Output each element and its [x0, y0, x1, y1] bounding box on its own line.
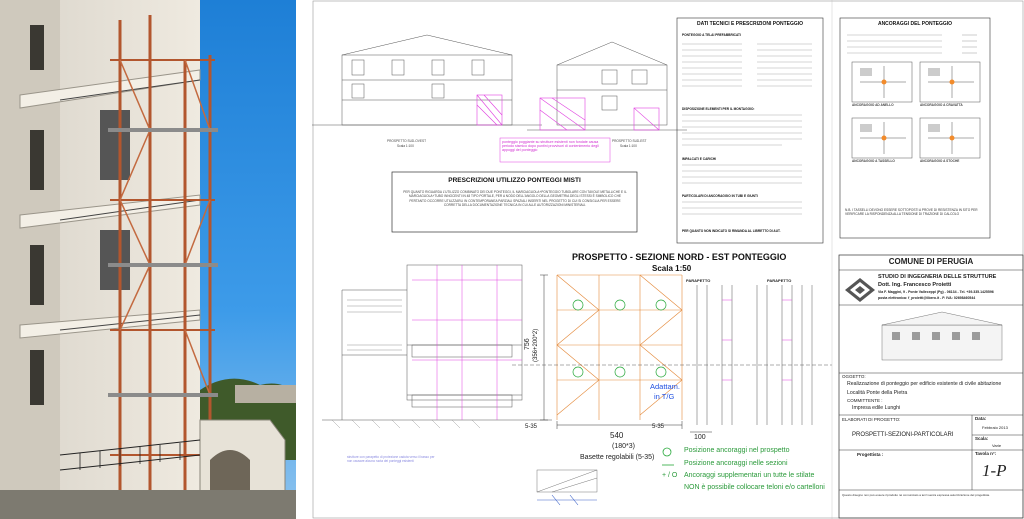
legend-item-1: Posizione ancoraggi nelle sezioni [684, 460, 788, 467]
dati-section-0: PONTEGGIO A TELAI PREFABBRICATI [682, 33, 741, 37]
section-left-note: strutture con parapetto di protezione caduta verso il basso per non causare alcuna ruota dei ponteggi esistenti [347, 455, 435, 464]
tb-scala-label: Scala: [975, 436, 989, 441]
prescrizioni-body: PER QUANTO RIGUARDA L'UTILIZZO COMBINATO DEI DUE PONTEGGI, IL MARCIAGUOLA+PONTEGGIO TUBOLARE CON TAVOLE METALLICHE E IL MARCIAGUOLA+TUBO INNOCENTI IN 48 TIPO PORTALE, PER A NODO DELL'ANGOLO DELLA GEOMETRIA DEGLI STESSI È SIMBOLICO CHE PERTANTO OCCORRE UTILIZZARLI IN CONTEMPORANEA PARZIALI SPAZIALI INSERITI NEL PROGETTO DI CUI SI CONSIGLIA PER ESSERE CORRETTA DELLA DOCUMENTAZIONE TECNICA IN CUI ALLE AUTORIZZAZIONI MINISTERIALI. [403, 190, 627, 207]
ancoraggi-text-lines [847, 32, 987, 58]
tb-localita: Località Ponte della Pietra [847, 390, 908, 396]
tb-tavola: 1-P [982, 461, 1007, 480]
tb-elaborati: PROSPETTI-SEZIONI-PARTICOLARI [852, 432, 954, 438]
tb-progettista-label: Progettista : [857, 452, 884, 457]
dati-title: DATI TECNICI E PRESCRIZIONI PONTEGGIO [696, 21, 804, 27]
elevation-left-label: PROSPETTO SUD-OVEST [387, 139, 427, 143]
section-title: PROSPETTO - SEZIONE NORD - EST PONTEGGIO [572, 252, 787, 262]
dim-width: 540 [610, 431, 624, 440]
tb-pec: posta elettronica: f_proietti@libero.it - P. IVA: 02698460544 [878, 296, 976, 300]
tb-address: Via F. Maggini, 9 - Ponte Valleceppi (Pg) - 06134 - Tel. +39.335.1425596 [878, 290, 994, 294]
dim-width-sub: (180*3) [612, 443, 635, 450]
photo-illustration [0, 0, 296, 519]
tb-footer: Questo disegno non può essere riprodotto nè comunicato a terzi senza espressa autorizzazione del progettista. [842, 493, 990, 497]
parapetto-right: PARAPETTO [767, 278, 792, 283]
adattam-label-2: in T/G [654, 392, 675, 401]
tb-studio: STUDIO DI INGEGNERIA DELLE STRUTTURE [878, 274, 997, 280]
tb-scala: Varie [992, 443, 1002, 448]
legend-item-3: NON è possibile collocare teloni e/o cartelloni [684, 484, 825, 491]
tb-tavola-label: Tavola n°: [975, 451, 997, 456]
studio-logo [845, 278, 875, 302]
tb-oggetto: Realizzazione di ponteggio per edificio esistente di civile abitazione [847, 381, 1002, 387]
dim-height-sub: (356+200*2) [533, 328, 539, 362]
dati-section-2: IMPALCATI E CARICHI [682, 157, 717, 161]
tb-data-label: Data: [975, 416, 987, 421]
ancoraggio-caption-2: ANCORAGGIO A TASSELLO [852, 159, 895, 163]
dim-right: 5-35 [652, 424, 665, 430]
scaffolding-photo [0, 0, 296, 519]
tb-ing: Dott. Ing. Francesco Proietti [878, 282, 952, 288]
elevation-right-scale: Scala 1:100 [620, 144, 637, 148]
section-scale: Scala 1:50 [652, 264, 692, 273]
tb-comune: COMUNE DI PERUGIA [888, 257, 974, 266]
tb-elaborati-label: ELABORATI DI PROGETTO: [842, 417, 901, 422]
pink-note: ponteggio poggiante su strutture esistenti non fondate causa periodo sismico dopo puntini provvisori di contenimento degli appoggi del ponteggio [502, 140, 599, 153]
ancoraggi-title: ANCORAGGI DEL PONTEGGIO [877, 21, 953, 27]
dati-section-1: DISPOSIZIONE ELEMENTI PER IL MONTAGGIO: [682, 107, 755, 111]
parapetto-left: PARAPETTO [686, 278, 711, 283]
elevation-left-scale: Scala 1:100 [397, 144, 414, 148]
tb-data: Febbraio 2013 [982, 425, 1008, 430]
ancoraggio-caption-1: ANCORAGGIO A CRAVATTA [920, 103, 963, 107]
dim-100: 100 [694, 434, 706, 441]
tb-committente-label: COMMITTENTE : [847, 398, 883, 403]
adattam-label: Adattam. [650, 382, 681, 391]
prescrizioni-title: PRESCRIZIONI UTILIZZO PONTEGGI MISTI [448, 177, 581, 184]
ancoraggio-caption-0: ANCORAGGIO AD ANELLO [852, 103, 894, 107]
ancoraggi-note: N.B. I TASSELLI DEVONO ESSERE SOTTOPOSTI A PROVE DI RESISTENZA IN SITO PER VERIFICARE LA RISPONDENZA ALLA TENSIONE DI TRAZIONE DI CALCOLO [845, 208, 978, 217]
dati-section-4: PER QUANTO NON INDICATO SI RIMANDA AL LIBRETTO DI AUT. [682, 229, 781, 233]
ancoraggio-caption-3: ANCORAGGIO A STOCHE [920, 159, 960, 163]
tb-oggetto-label: OGGETTO: [842, 374, 866, 379]
drawing-sheet [312, 0, 1024, 519]
tb-committente: Impresa edile Lunghi [852, 405, 901, 411]
dim-height: 756 [524, 338, 531, 350]
legend-item-0: Posizione ancoraggi nel prospetto [684, 447, 790, 454]
elevation-right-label: PROSPETTO SUD-EST [612, 139, 647, 143]
dati-section-3: PARTICOLARI DI ANCORAGGIO IN TUBI E GIUNTI [682, 194, 758, 198]
dati-text-lines [682, 40, 818, 230]
legend-item-2: Ancoraggi supplementari un tutte le stilate [684, 472, 815, 479]
dim-left: 5-35 [525, 424, 538, 430]
basette-label: Basette regolabili (5-35) [580, 454, 655, 461]
legend-marker-2: + / O [662, 472, 678, 479]
